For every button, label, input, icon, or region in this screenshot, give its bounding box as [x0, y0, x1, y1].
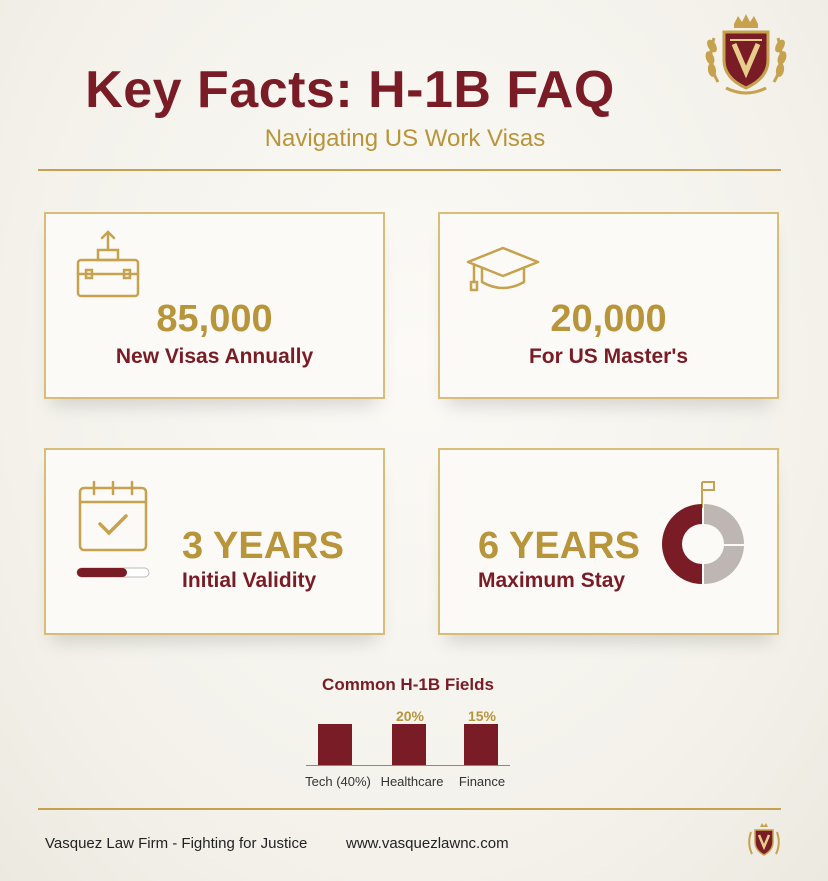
footer-website-link[interactable]: www.vasquezlawnc.com [346, 835, 509, 852]
fact-card-maximum-stay [438, 448, 779, 635]
footer-divider [38, 808, 781, 810]
bar-healthcare [392, 724, 426, 765]
fact-value: 85,000 [156, 298, 273, 340]
law-firm-crest-icon [700, 12, 792, 98]
bar-finance [464, 724, 498, 765]
bar-tech [318, 724, 352, 765]
fact-value: 3 YEARS [182, 525, 344, 567]
chart-title: Common H-1B Fields [322, 675, 494, 694]
page-title: Key Facts: H-1B FAQ [85, 61, 615, 119]
fact-card-initial-validity [44, 448, 385, 635]
fact-label: For US Master's [528, 345, 689, 368]
fact-value: 20,000 [550, 298, 667, 340]
graduation-cap-icon [466, 244, 540, 299]
fact-card-new-visas [44, 212, 385, 399]
fact-value: 6 YEARS [478, 525, 640, 567]
bar-value-label: 20% [395, 708, 425, 724]
page-subtitle: Navigating US Work Visas [264, 125, 546, 152]
fact-card-us-masters [438, 212, 779, 399]
bar-category-label: Healthcare [380, 774, 444, 789]
donut-flag-icon [660, 478, 746, 593]
chart-axis [306, 765, 510, 766]
bar-category-label: Tech (40%) [305, 774, 371, 789]
law-firm-crest-small-icon [746, 822, 782, 860]
fact-label: Initial Validity [182, 569, 317, 592]
bar-value-label: 15% [467, 708, 497, 724]
fact-label: Maximum Stay [478, 569, 626, 592]
fact-label: New Visas Annually [115, 345, 314, 368]
bar-category-label: Finance [458, 774, 506, 789]
briefcase-upload-icon [76, 228, 140, 305]
header-divider [38, 169, 781, 171]
calendar-check-icon [76, 480, 152, 585]
footer-firm-name: Vasquez Law Firm - Fighting for Justice [45, 835, 308, 852]
